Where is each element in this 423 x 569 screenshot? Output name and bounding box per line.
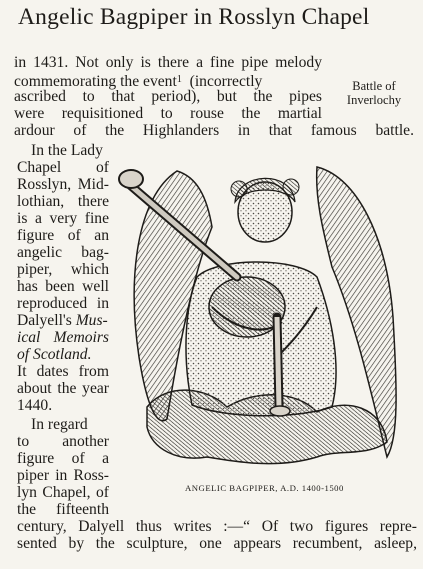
body-line: were requisitioned to rouse the martial bbox=[14, 105, 322, 122]
column-line: In regard bbox=[31, 416, 88, 433]
angel-bagpiper-illustration bbox=[117, 157, 405, 479]
running-head-title: Angelic Bagpiper in Rosslyn Chapel bbox=[18, 4, 370, 30]
body-line: sented by the sculpture, one appears recumbent, asleep, bbox=[17, 535, 417, 552]
column-line: lothian, there bbox=[17, 193, 109, 210]
column-line: In the Lady bbox=[31, 142, 103, 159]
margin-note-line: Inverlochy bbox=[346, 93, 402, 107]
column-line: lyn Chapel, of bbox=[17, 484, 109, 501]
column-line: figure of an bbox=[17, 227, 109, 244]
body-line: in 1431. Not only is there a fine pipe melody bbox=[14, 54, 322, 71]
column-line: It dates from bbox=[17, 363, 109, 380]
column-line: piper, which bbox=[17, 261, 109, 278]
body-text: commemorating the event bbox=[14, 73, 177, 90]
column-line: is a very fine bbox=[17, 210, 109, 227]
column-line: to another bbox=[17, 433, 109, 450]
body-line: century, Dalyell thus writes :—“ Of two figures repre- bbox=[17, 518, 417, 535]
margin-note-line: Battle of bbox=[352, 79, 396, 93]
column-line: ical Memoirs bbox=[17, 329, 109, 346]
body-line: ascribed to that period), but the pipes bbox=[14, 88, 322, 105]
figure-caption: ANGELIC BAGPIPER, A.D. 1400-1500 bbox=[185, 483, 344, 493]
column-line: about the year bbox=[17, 380, 109, 397]
footnote-marker: 1 bbox=[176, 74, 182, 85]
column-line: of Scotland. bbox=[17, 346, 92, 363]
engraving-image bbox=[117, 157, 405, 479]
column-line: figure of a bbox=[17, 450, 109, 467]
body-line: ardour of the Highlanders in that famous battle. bbox=[14, 122, 414, 139]
column-line: Chapel of bbox=[17, 159, 109, 176]
margin-note bbox=[329, 79, 419, 107]
column-line: 1440. bbox=[17, 397, 53, 414]
column-line bbox=[17, 312, 109, 329]
column-text-italic: Mus- bbox=[75, 312, 108, 329]
column-line: reproduced in bbox=[17, 295, 109, 312]
column-line: piper in Ross- bbox=[17, 467, 109, 484]
body-text: (incorrectly bbox=[189, 73, 263, 90]
column-line: the fifteenth bbox=[17, 501, 109, 518]
column-line: Rosslyn, Mid- bbox=[17, 176, 109, 193]
column-line: has been well bbox=[17, 278, 109, 295]
column-line: angelic bag- bbox=[17, 244, 109, 261]
column-text: Dalyell's bbox=[17, 312, 76, 329]
